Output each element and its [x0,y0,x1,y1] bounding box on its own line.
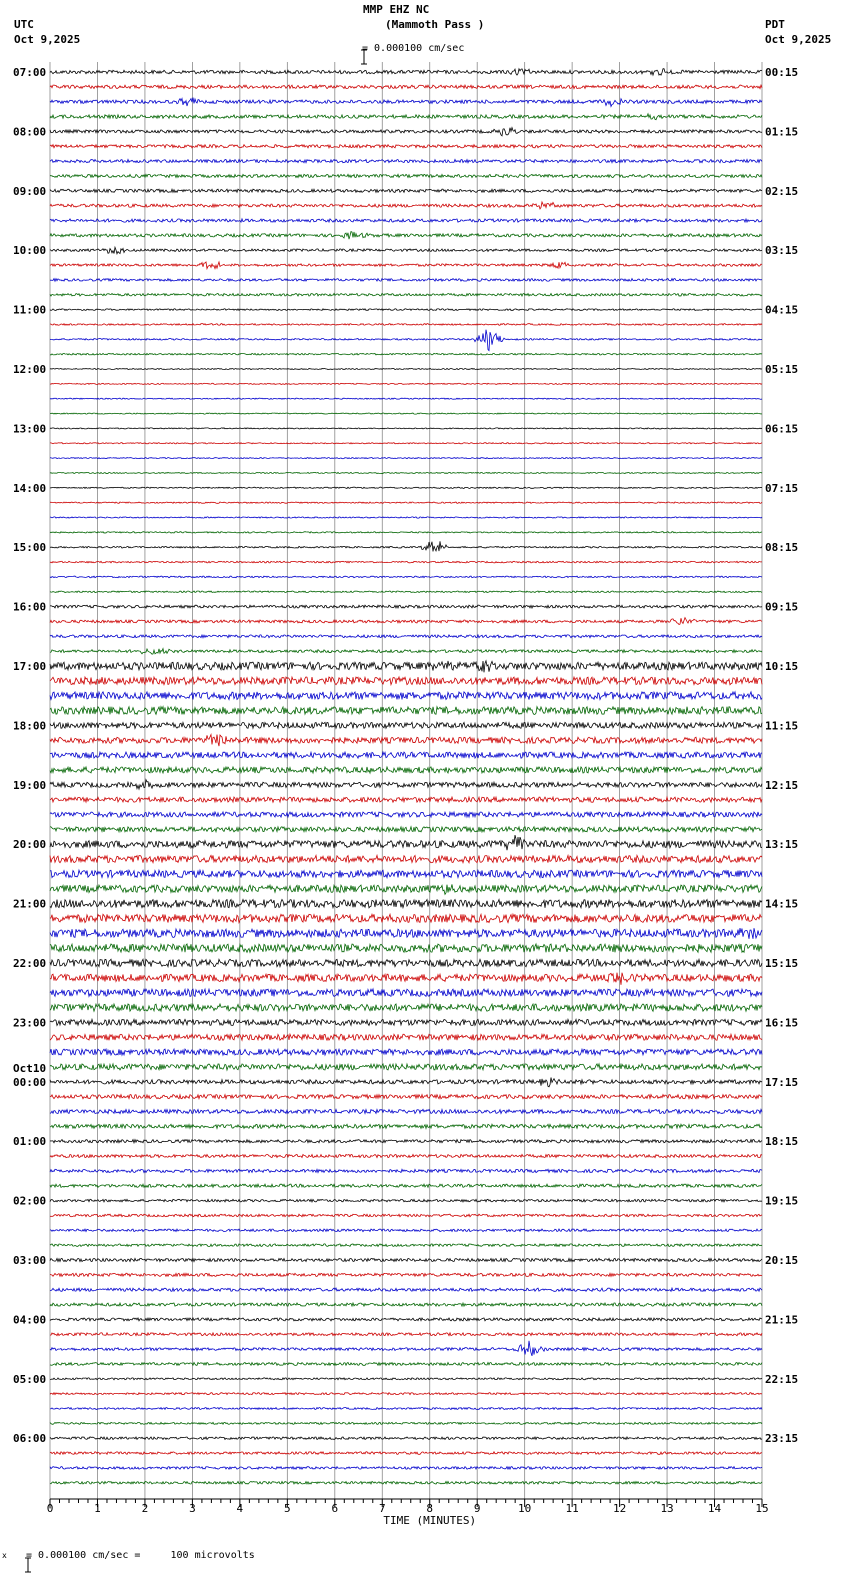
trace-row-77 [50,1214,762,1217]
trace-row-95 [50,1482,762,1485]
right-hour-label: 03:15 [765,244,799,258]
x-tick-label: 4 [236,1502,244,1515]
left-hour-label: 11:00 [13,303,47,317]
trace-row-3 [50,114,762,120]
trace-row-54 [50,870,762,877]
x-tick-label: 7 [378,1502,386,1515]
right-timezone: PDT [765,18,785,31]
trace-row-83 [50,1303,762,1306]
trace-row-12 [50,247,762,254]
trace-row-37 [50,618,762,625]
left-hour-label: 07:00 [13,66,47,79]
trace-row-88 [50,1378,762,1380]
trace-row-78 [50,1229,762,1232]
trace-row-52 [50,835,762,850]
left-date: Oct 9,2025 [14,33,81,46]
left-hour-label: 15:00 [13,541,47,555]
trace-row-57 [50,914,762,922]
trace-row-74 [50,1169,762,1172]
trace-row-71 [50,1124,762,1128]
trace-row-48 [50,780,762,789]
footer-scale-text: = 0.000100 cm/sec = 100 microvolts [26,1550,255,1561]
left-hour-label: 09:00 [13,184,47,198]
scale-label: = 0.000100 cm/sec [362,43,465,54]
right-hour-label: 05:15 [765,363,799,376]
right-hour-label: 06:15 [765,422,799,436]
trace-row-4 [50,128,762,136]
right-hour-label: 07:15 [765,481,799,495]
trace-row-42 [50,692,762,700]
trace-row-59 [50,944,762,952]
trace-row-49 [50,797,762,802]
right-hour-label: 22:15 [765,1372,799,1386]
trace-row-27 [50,472,762,473]
trace-row-24 [50,428,762,429]
left-hour-label: 14:00 [13,481,47,495]
right-hour-label: 00:15 [765,66,799,79]
station-location: (Mammoth Pass ) [385,18,485,31]
trace-row-70 [50,1109,762,1113]
trace-row-56 [50,900,762,908]
x-tick-label: 8 [426,1502,434,1515]
trace-row-2 [50,98,762,107]
trace-row-55 [50,884,762,894]
trace-row-17 [50,324,762,326]
trace-row-62 [50,989,762,996]
right-hour-label: 21:15 [765,1313,799,1327]
trace-row-5 [50,145,762,148]
left-hour-label: 22:00 [13,957,47,970]
trace-row-39 [50,649,762,655]
trace-row-31 [50,532,762,533]
left-hour-label: 23:00 [13,1016,47,1030]
trace-row-19 [50,353,762,355]
station-title: MMP EHZ NC [363,3,430,16]
left-hour-label: 08:00 [13,125,47,139]
trace-row-51 [50,827,762,832]
trace-row-25 [50,443,762,444]
x-tick-label: 10 [518,1502,532,1515]
trace-row-58 [50,928,762,939]
left-timezone: UTC [14,18,34,31]
trace-row-21 [50,383,762,384]
right-hour-label: 17:15 [765,1075,799,1089]
left-hour-label: 13:00 [13,422,47,436]
x-tick-label: 2 [141,1502,149,1515]
trace-row-11 [50,232,762,240]
trace-row-73 [50,1155,762,1158]
x-tick-label: 14 [707,1502,722,1515]
trace-row-26 [50,458,762,459]
trace-row-82 [50,1288,762,1291]
trace-row-22 [50,398,762,399]
footer-scale-icon [10,1545,20,1561]
left-hour-label: 06:00 [13,1432,47,1446]
x-tick-label: 6 [331,1502,339,1515]
right-hour-label: 20:15 [765,1254,799,1267]
trace-row-14 [50,279,762,282]
trace-row-65 [50,1034,762,1040]
trace-row-7 [50,174,762,177]
right-hour-label: 02:15 [765,184,799,198]
trace-row-32 [50,541,762,551]
trace-row-89 [50,1393,762,1395]
right-hour-label: 01:15 [765,125,799,139]
left-hour-label: 19:00 [13,778,47,792]
x-tick-label: 12 [612,1502,627,1515]
minute-gridlines [50,62,762,1499]
trace-row-36 [50,605,762,608]
trace-row-80 [50,1258,762,1261]
left-hour-label: 01:00 [13,1135,47,1149]
trace-row-86 [50,1341,762,1356]
left-hour-label: 21:00 [13,897,47,911]
trace-row-61 [50,973,762,985]
right-hour-label: 19:15 [765,1194,799,1208]
right-hour-label: 08:15 [765,541,799,555]
right-hour-label: 18:15 [765,1135,799,1149]
trace-row-29 [50,502,762,503]
trace-row-90 [50,1408,762,1410]
trace-row-34 [50,576,762,578]
right-hour-label: 10:15 [765,660,799,673]
trace-row-60 [50,959,762,966]
trace-row-23 [50,413,762,414]
trace-row-16 [50,309,762,311]
trace-row-94 [50,1467,762,1470]
trace-row-47 [50,767,762,773]
trace-row-85 [50,1333,762,1336]
x-tick-label: 13 [660,1502,674,1515]
right-hour-label: 11:15 [765,719,799,733]
trace-row-79 [50,1244,762,1247]
x-tick-label: 0 [46,1502,54,1515]
trace-row-15 [50,294,762,297]
trace-row-10 [50,219,762,222]
trace-row-45 [50,735,762,747]
trace-row-66 [50,1049,762,1055]
x-tick-label: 9 [473,1502,481,1515]
left-hour-label: 20:00 [13,838,47,852]
trace-row-64 [50,1019,762,1025]
left-hour-label: 00:00 [13,1075,47,1089]
left-hour-label: 03:00 [13,1254,47,1267]
left-hour-label: 12:00 [13,363,47,376]
trace-row-13 [50,262,762,269]
left-hour-label: 18:00 [13,719,47,733]
trace-row-84 [50,1318,762,1321]
trace-row-67 [50,1064,762,1070]
trace-row-92 [50,1437,762,1440]
left-hour-label: 02:00 [13,1194,47,1208]
right-hour-label: 23:15 [765,1432,799,1446]
left-hour-label: 04:00 [13,1313,47,1327]
trace-row-72 [50,1140,762,1143]
trace-row-8 [50,189,762,192]
right-hour-label: 14:15 [765,897,799,911]
x-axis-label: TIME (MINUTES) [383,1514,477,1527]
trace-row-35 [50,591,762,593]
trace-row-81 [50,1273,762,1276]
trace-row-1 [50,85,762,89]
trace-row-43 [50,707,762,715]
right-hour-label: 16:15 [765,1016,799,1030]
seismic-traces [50,69,762,1484]
trace-row-93 [50,1452,762,1455]
x-tick-label: 15 [755,1502,769,1515]
trace-row-50 [50,812,762,817]
trace-row-75 [50,1184,762,1187]
right-hour-label: 12:15 [765,778,799,792]
trace-row-46 [50,752,762,758]
trace-row-28 [50,487,762,488]
right-date: Oct 9,2025 [765,33,832,46]
day-change-label: Oct10 [13,1061,47,1075]
trace-row-69 [50,1095,762,1099]
trace-row-9 [50,202,762,209]
trace-row-30 [50,517,762,518]
left-hour-label: 05:00 [13,1372,47,1386]
trace-row-76 [50,1199,762,1202]
trace-row-53 [50,855,762,862]
trace-row-63 [50,1004,762,1011]
trace-row-38 [50,635,762,638]
trace-row-68 [50,1078,762,1087]
left-hour-label: 17:00 [13,660,47,673]
footer-scale-prefix: x [2,1551,7,1560]
right-hour-label: 09:15 [765,600,799,614]
trace-row-87 [50,1363,762,1366]
trace-row-20 [50,368,762,369]
trace-row-0 [50,69,762,75]
x-tick-label: 3 [189,1502,196,1515]
right-hour-label: 13:15 [765,838,799,852]
trace-row-44 [50,722,762,728]
x-tick-label: 5 [284,1502,291,1515]
x-tick-label: 1 [94,1502,101,1515]
trace-row-91 [50,1422,762,1424]
trace-row-40 [50,661,762,673]
left-hour-label: 10:00 [13,244,47,258]
trace-row-6 [50,160,762,163]
x-tick-label: 11 [565,1502,579,1515]
left-hour-label: 16:00 [13,600,47,614]
right-hour-label: 15:15 [765,957,799,970]
time-axis [47,1499,769,1527]
trace-row-41 [50,677,762,685]
right-hour-label: 04:15 [765,303,799,317]
trace-row-18 [50,330,762,351]
trace-row-33 [50,561,762,563]
